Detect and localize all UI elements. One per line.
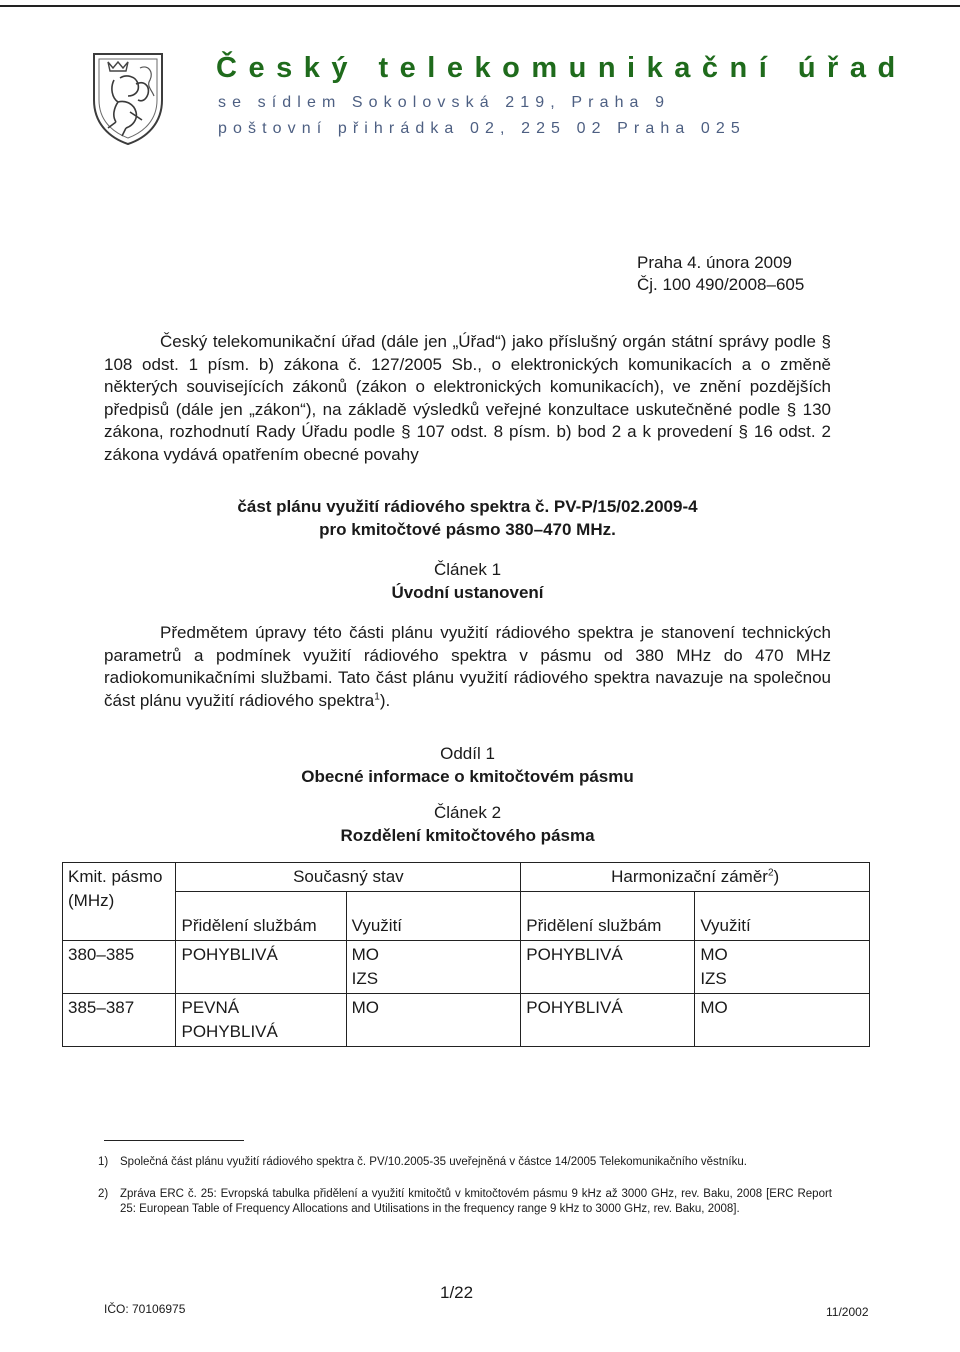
document-title-line-1: část plánu využití rádiového spektra č. PV-P/15/02.2009-4 [237,497,698,516]
address-line-2: poštovní přihrádka 02, 225 02 Praha 025 [218,120,746,137]
column-group-current: Současný stav [176,863,521,892]
footnote-2-text: Zpráva ERC č. 25: Evropská tabulka přidělení a využití kmitočtů v kmitočtovém pásmu 9 kHz až 3000 GHz, rev. Baku, 2008 [ERC Report 25: European Table of Frequency Allocations and Utilisations in the frequency range 9 kHz to 3000 GHz, rev. Baku, 2008]. [120,1188,832,1215]
target-alloc-cell: POHYBLIVÁ [521,994,695,1047]
footnote-2-marker: 2) [98,1188,109,1200]
company-id: IČO: 70106975 [104,1302,186,1316]
article-2-title: Rozdělení kmitočtového pásma [340,826,595,845]
column-header-target-alloc: Přidělení službám [521,892,695,941]
frequency-allocation-table [62,862,870,1047]
footnote-1-text: Společná část plánu využití rádiového spektra č. PV/10.2005-35 uveřejněná v částce 14/2005 Telekomunikačního věstníku. [120,1156,747,1168]
footnote-separator [104,1140,244,1141]
footnote-ref-1: 1 [374,690,380,702]
article-2-label: Článek 2 [433,803,502,822]
document-title-line-2: pro kmitočtové pásmo 380–470 MHz. [319,520,616,539]
table-row [63,994,870,1047]
footnote-1-marker: 1) [98,1156,109,1168]
article-1-label: Článek 1 [433,560,502,579]
table-header-row [63,863,870,892]
article-1-paragraph [104,622,831,712]
column-header-target-use: Využití [695,892,870,941]
article-1-text: Předmětem úpravy této části plánu využití rádiového spektra je stanovení technických parametrů a podmínek využití rádiového spektra v pásmu od 380 MHz do 470 MHz radiokomunikačními službami. Tato část plánu využití rádiového spektra navazuje na společnou část plánu využití rádiového spektra [104,623,831,710]
column-group-target [521,863,870,892]
article-1-title: Úvodní ustanovení [391,583,544,602]
organization-name: Český telekomunikační úřad [216,52,907,84]
current-use-cell: MO [346,994,521,1047]
band-cell: 380–385 [63,941,176,994]
place-and-date: Praha 4. února 2009 [637,253,793,272]
column-header-current-use: Využití [346,892,521,941]
current-use-cell: MO IZS [346,941,521,994]
footnote-2 [98,1187,832,1217]
intro-paragraph: Český telekomunikační úřad (dále jen „Úřad“) jako příslušný orgán státní správy podle § 108 odst. 1 písm. b) zákona č. 127/2005 Sb., o elektronických komunikacích a o změně některých souvisejících zákonů (zákon o elektronických komunikacích), ve znění pozdějších předpisů (dále jen „zákon“), na základě výsledků veřejné konzultace uskutečněné podle § 130 zákona, rozhodnutí Rady Úřadu podle § 107 odst. 8 písm. b) bod 2 a k provedení § 16 odst. 2 zákona vydává opatřením obecné povahy [104,332,831,464]
table-row [63,941,870,994]
address-line-1: se sídlem Sokolovská 219, Praha 9 [218,94,671,111]
target-alloc-cell: POHYBLIVÁ [521,941,695,994]
footnote-ref-2: 2 [767,867,774,879]
current-alloc-cell: POHYBLIVÁ [176,941,346,994]
footnote-1 [98,1155,832,1170]
column-group-target-label: Harmonizační záměr [611,867,768,886]
coat-of-arms-icon [90,50,166,146]
reference-number: Čj. 100 490/2008–605 [637,275,805,294]
page-number: 1/22 [440,1283,474,1302]
column-header-current-alloc: Přidělení službám [176,892,346,941]
section-1-title: Obecné informace o kmitočtovém pásmu [301,767,634,786]
table-subheader-row [63,892,870,941]
article-1-text-end: ). [379,690,391,710]
section-1-label: Oddíl 1 [440,744,495,763]
column-header-band: Kmit. pásmo (MHz) [63,863,176,941]
form-code: 11/2002 [826,1305,869,1319]
top-rule [0,5,960,7]
current-alloc-cell: PEVNÁ POHYBLIVÁ [176,994,346,1047]
band-cell: 385–387 [63,994,176,1047]
column-group-target-end: ) [773,867,780,886]
target-use-cell: MO IZS [695,941,870,994]
target-use-cell: MO [695,994,870,1047]
